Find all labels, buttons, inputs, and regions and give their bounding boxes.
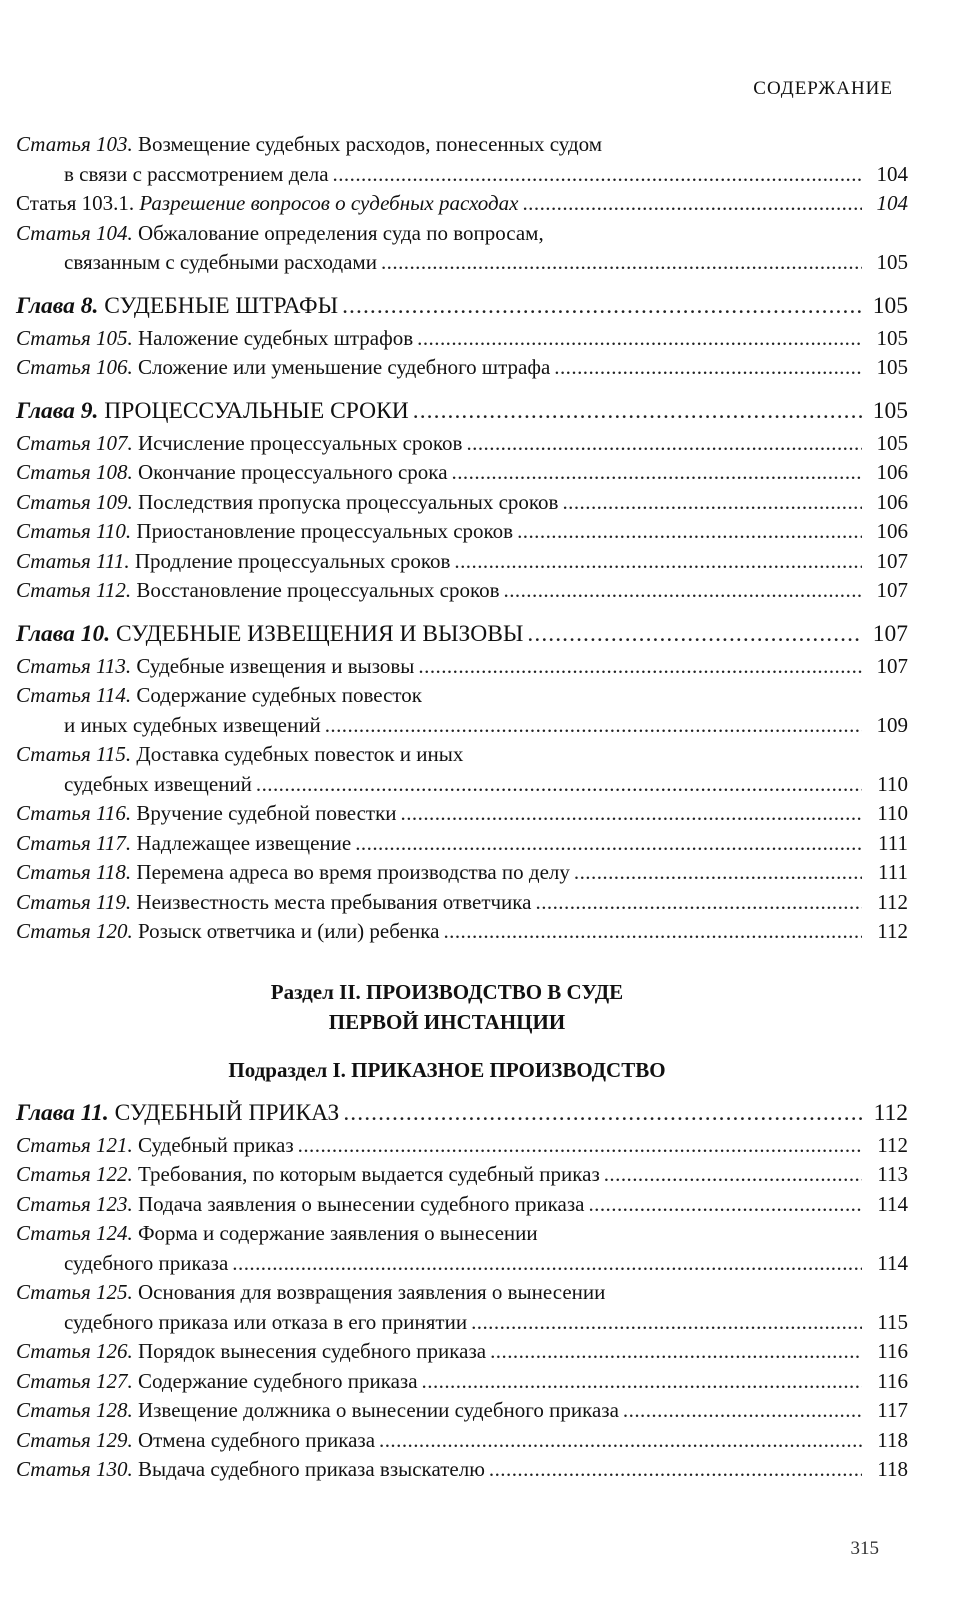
article-title: Перемена адреса во время производства по делу bbox=[136, 860, 570, 884]
article-label: Статья 124. bbox=[16, 1221, 133, 1245]
chapter-title: СУДЕБНЫЕ ШТРАФЫ bbox=[104, 292, 339, 319]
dot-leader bbox=[536, 888, 863, 918]
article-title: Неизвестность места пребывания ответчика bbox=[136, 889, 532, 914]
dot-leader bbox=[413, 393, 862, 429]
article-label: Статья 123. bbox=[16, 1191, 133, 1216]
article-title-cont: судебного приказа bbox=[64, 1250, 229, 1275]
toc-entry-article-103-1[interactable] bbox=[16, 189, 908, 219]
toc-entry-article-130[interactable] bbox=[16, 1455, 908, 1485]
dot-leader bbox=[256, 770, 862, 800]
page-ref: 105 bbox=[876, 355, 908, 379]
page-ref: 112 bbox=[877, 1132, 908, 1157]
dot-leader bbox=[401, 799, 862, 829]
toc-entry-article-118[interactable] bbox=[16, 858, 908, 888]
article-label: Статья 115. bbox=[16, 742, 132, 766]
article-label: Статья 105. bbox=[16, 325, 133, 350]
toc-entry-article-120[interactable] bbox=[16, 917, 908, 947]
toc-entry-article-112[interactable] bbox=[16, 576, 908, 606]
toc-entry-article-117[interactable] bbox=[16, 829, 908, 859]
article-title: Розыск ответчика и (или) ребенка bbox=[137, 919, 440, 943]
toc-entry-article-108[interactable] bbox=[16, 458, 908, 488]
dot-leader bbox=[604, 1160, 862, 1190]
toc-entry-chapter-8[interactable] bbox=[16, 288, 908, 324]
dot-leader bbox=[471, 1308, 862, 1338]
article-label: Статья 114. bbox=[16, 683, 132, 707]
dot-leader bbox=[562, 488, 862, 518]
article-title: Судебный приказ bbox=[137, 1132, 294, 1157]
page-ref: 109 bbox=[876, 712, 908, 737]
article-title: Форма и содержание заявления о вынесении bbox=[137, 1221, 538, 1245]
running-head: СОДЕРЖАНИЕ bbox=[753, 78, 893, 99]
article-title: Отмена судебного приказа bbox=[137, 1427, 376, 1452]
page-ref: 114 bbox=[877, 1250, 908, 1275]
article-label: Статья 116. bbox=[16, 801, 132, 825]
article-title: Приостановление процессуальных сроков bbox=[136, 519, 514, 543]
article-label: Статья 128. bbox=[16, 1398, 133, 1422]
dot-leader bbox=[381, 248, 862, 278]
article-title: Продление процессуальных сроков bbox=[134, 548, 451, 573]
toc-entry-article-109[interactable] bbox=[16, 488, 908, 518]
toc-entry-article-113[interactable] bbox=[16, 652, 908, 682]
dot-leader bbox=[443, 917, 862, 947]
article-label: Статья 107. bbox=[16, 430, 133, 455]
article-label: Статья 104. bbox=[16, 220, 133, 245]
dot-leader bbox=[452, 458, 862, 488]
chapter-label: Глава 8. bbox=[16, 292, 99, 319]
dot-leader bbox=[554, 353, 862, 383]
dot-leader bbox=[504, 576, 863, 606]
article-title: Извещение должника о вынесении судебного приказа bbox=[137, 1398, 619, 1422]
page-ref: 105 bbox=[872, 397, 908, 424]
toc-entry-article-103[interactable] bbox=[16, 130, 908, 189]
dot-leader bbox=[517, 517, 862, 547]
toc-entry-article-122[interactable] bbox=[16, 1160, 908, 1190]
page-number: 315 bbox=[850, 1538, 879, 1559]
article-label: Статья 122. bbox=[16, 1162, 133, 1186]
article-label: Статья 112. bbox=[16, 578, 132, 602]
page-ref: 104 bbox=[876, 191, 908, 215]
article-title: Возмещение судебных расходов, понесенных судом bbox=[137, 132, 603, 156]
page-ref: 106 bbox=[876, 489, 908, 514]
dot-leader bbox=[422, 1367, 862, 1397]
toc-entry-article-115[interactable] bbox=[16, 740, 908, 799]
dot-leader bbox=[379, 1426, 862, 1456]
toc-entry-article-114[interactable] bbox=[16, 681, 908, 740]
page-ref: 116 bbox=[877, 1368, 908, 1393]
article-title: Разрешение вопросов о судебных расходах bbox=[139, 191, 519, 215]
article-title: Восстановление процессуальных сроков bbox=[136, 578, 500, 602]
article-title: Наложение судебных штрафов bbox=[137, 325, 414, 350]
dot-leader bbox=[466, 429, 862, 459]
page-ref: 117 bbox=[877, 1398, 908, 1422]
dot-leader bbox=[343, 1095, 862, 1131]
page-ref: 114 bbox=[877, 1191, 908, 1216]
toc-entry-article-121[interactable] bbox=[16, 1131, 908, 1161]
table-of-contents bbox=[16, 130, 908, 1485]
article-title-cont: судебного приказа или отказа в его принятии bbox=[64, 1309, 468, 1334]
toc-entry-article-110[interactable] bbox=[16, 517, 908, 547]
article-label: Статья 108. bbox=[16, 460, 133, 484]
article-title: Судебные извещения и вызовы bbox=[136, 653, 415, 678]
article-title: Порядок вынесения судебного приказа bbox=[137, 1339, 487, 1363]
page-ref: 105 bbox=[876, 325, 908, 350]
dot-leader bbox=[325, 711, 862, 741]
page-ref: 107 bbox=[872, 620, 908, 647]
article-label: Статья 129. bbox=[16, 1427, 133, 1452]
article-title-cont: судебных извещений bbox=[64, 771, 252, 796]
article-label: Статья 109. bbox=[16, 489, 133, 514]
article-title: Надлежащее извещение bbox=[136, 830, 352, 855]
page-ref: 107 bbox=[876, 578, 908, 602]
page-ref: 106 bbox=[876, 519, 908, 543]
chapter-label: Глава 11. bbox=[16, 1099, 109, 1126]
article-title: Обжалование определения суда по вопросам, bbox=[137, 220, 544, 245]
subsection-heading: Подраздел I. ПРИКАЗНОЕ ПРОИЗВОДСТВО bbox=[228, 1057, 666, 1082]
page-ref: 110 bbox=[877, 771, 908, 796]
toc-entry-article-116[interactable] bbox=[16, 799, 908, 829]
toc-entry-chapter-9[interactable] bbox=[16, 393, 908, 429]
dot-leader bbox=[342, 288, 862, 324]
dot-leader bbox=[574, 858, 862, 888]
toc-entry-article-104[interactable] bbox=[16, 219, 908, 278]
dot-leader bbox=[522, 189, 862, 219]
toc-entry-article-107[interactable] bbox=[16, 429, 908, 459]
article-title: Основания для возвращения заявления о вынесении bbox=[137, 1280, 606, 1304]
chapter-title: ПРОЦЕССУАЛЬНЫЕ СРОКИ bbox=[104, 397, 409, 424]
article-title-cont: связанным с судебными расходами bbox=[64, 250, 377, 274]
article-title-cont: в связи с рассмотрением дела bbox=[64, 161, 329, 186]
article-label: Статья 110. bbox=[16, 519, 132, 543]
article-label: Статья 121. bbox=[16, 1132, 133, 1157]
page-ref: 112 bbox=[877, 919, 908, 943]
toc-entry-article-128[interactable] bbox=[16, 1396, 908, 1426]
dot-leader bbox=[623, 1396, 862, 1426]
article-title: Подача заявления о вынесении судебного приказа bbox=[137, 1191, 585, 1216]
article-label: Статья 103. bbox=[16, 132, 133, 156]
page-ref: 107 bbox=[876, 653, 908, 678]
dot-leader bbox=[355, 829, 862, 859]
article-title: Содержание судебного приказа bbox=[137, 1368, 418, 1393]
article-title: Исчисление процессуальных сроков bbox=[137, 430, 463, 455]
toc-entry-article-123[interactable] bbox=[16, 1190, 908, 1220]
article-label: Статья 103.1. bbox=[16, 191, 135, 215]
article-label: Статья 119. bbox=[16, 889, 132, 914]
article-title: Вручение судебной повестки bbox=[136, 801, 397, 825]
section-heading bbox=[16, 977, 908, 1037]
article-label: Статья 125. bbox=[16, 1280, 133, 1304]
page-ref: 113 bbox=[877, 1162, 908, 1186]
article-title: Выдача судебного приказа взыскателю bbox=[137, 1457, 485, 1481]
dot-leader bbox=[489, 1455, 862, 1485]
dot-leader bbox=[232, 1249, 862, 1279]
page-ref: 106 bbox=[876, 460, 908, 484]
page-ref: 111 bbox=[878, 830, 908, 855]
page-ref: 105 bbox=[872, 292, 908, 319]
section-heading-line-1: Раздел II. ПРОИЗВОДСТВО В СУДЕ bbox=[270, 979, 624, 1004]
toc-entry-chapter-11[interactable] bbox=[16, 1095, 908, 1131]
page-ref: 104 bbox=[876, 161, 908, 186]
article-label: Статья 117. bbox=[16, 830, 132, 855]
toc-entry-chapter-10[interactable] bbox=[16, 616, 908, 652]
page-ref: 118 bbox=[877, 1457, 908, 1481]
dot-leader bbox=[588, 1190, 862, 1220]
article-label: Статья 127. bbox=[16, 1368, 133, 1393]
page-ref: 112 bbox=[877, 889, 908, 914]
article-title: Последствия пропуска процессуальных сроков bbox=[137, 489, 559, 514]
page-ref: 115 bbox=[877, 1309, 908, 1334]
page-ref: 118 bbox=[877, 1427, 908, 1452]
dot-leader bbox=[490, 1337, 862, 1367]
dot-leader bbox=[417, 324, 862, 354]
page-ref: 111 bbox=[878, 860, 908, 884]
toc-entry-article-129[interactable] bbox=[16, 1426, 908, 1456]
dot-leader bbox=[333, 160, 862, 190]
dot-leader bbox=[298, 1131, 862, 1161]
article-label: Статья 111. bbox=[16, 548, 130, 573]
article-label: Статья 120. bbox=[16, 919, 133, 943]
page-ref: 116 bbox=[877, 1339, 908, 1363]
dot-leader bbox=[527, 616, 862, 652]
article-label: Статья 106. bbox=[16, 355, 133, 379]
page-ref: 107 bbox=[876, 548, 908, 573]
page-ref: 105 bbox=[876, 430, 908, 455]
article-title: Окончание процессуального срока bbox=[137, 460, 448, 484]
section-heading-line-2: ПЕРВОЙ ИНСТАНЦИИ bbox=[328, 1009, 566, 1034]
dot-leader bbox=[454, 547, 862, 577]
article-title-cont: и иных судебных извещений bbox=[64, 712, 321, 737]
toc-entry-article-111[interactable] bbox=[16, 547, 908, 577]
article-label: Статья 130. bbox=[16, 1457, 133, 1481]
article-label: Статья 113. bbox=[16, 653, 132, 678]
toc-entry-article-119[interactable] bbox=[16, 888, 908, 918]
toc-entry-article-126[interactable] bbox=[16, 1337, 908, 1367]
page-ref: 112 bbox=[873, 1099, 908, 1126]
article-label: Статья 118. bbox=[16, 860, 132, 884]
page-ref: 105 bbox=[876, 250, 908, 274]
page-ref: 110 bbox=[877, 801, 908, 825]
chapter-label: Глава 9. bbox=[16, 397, 99, 424]
dot-leader bbox=[418, 652, 862, 682]
chapter-label: Глава 10. bbox=[16, 620, 111, 647]
article-title: Содержание судебных повесток bbox=[136, 683, 422, 707]
article-title: Требования, по которым выдается судебный приказ bbox=[137, 1162, 600, 1186]
toc-entry-article-127[interactable] bbox=[16, 1367, 908, 1397]
toc-entry-article-125[interactable] bbox=[16, 1278, 908, 1337]
chapter-title: СУДЕБНЫЙ ПРИКАЗ bbox=[114, 1099, 340, 1126]
article-label: Статья 126. bbox=[16, 1339, 133, 1363]
toc-entry-article-124[interactable] bbox=[16, 1219, 908, 1278]
toc-entry-article-106[interactable] bbox=[16, 353, 908, 383]
article-title: Сложение или уменьшение судебного штрафа bbox=[137, 355, 551, 379]
toc-entry-article-105[interactable] bbox=[16, 324, 908, 354]
chapter-title: СУДЕБНЫЕ ИЗВЕЩЕНИЯ И ВЫЗОВЫ bbox=[115, 620, 524, 647]
article-title: Доставка судебных повесток и иных bbox=[136, 742, 464, 766]
